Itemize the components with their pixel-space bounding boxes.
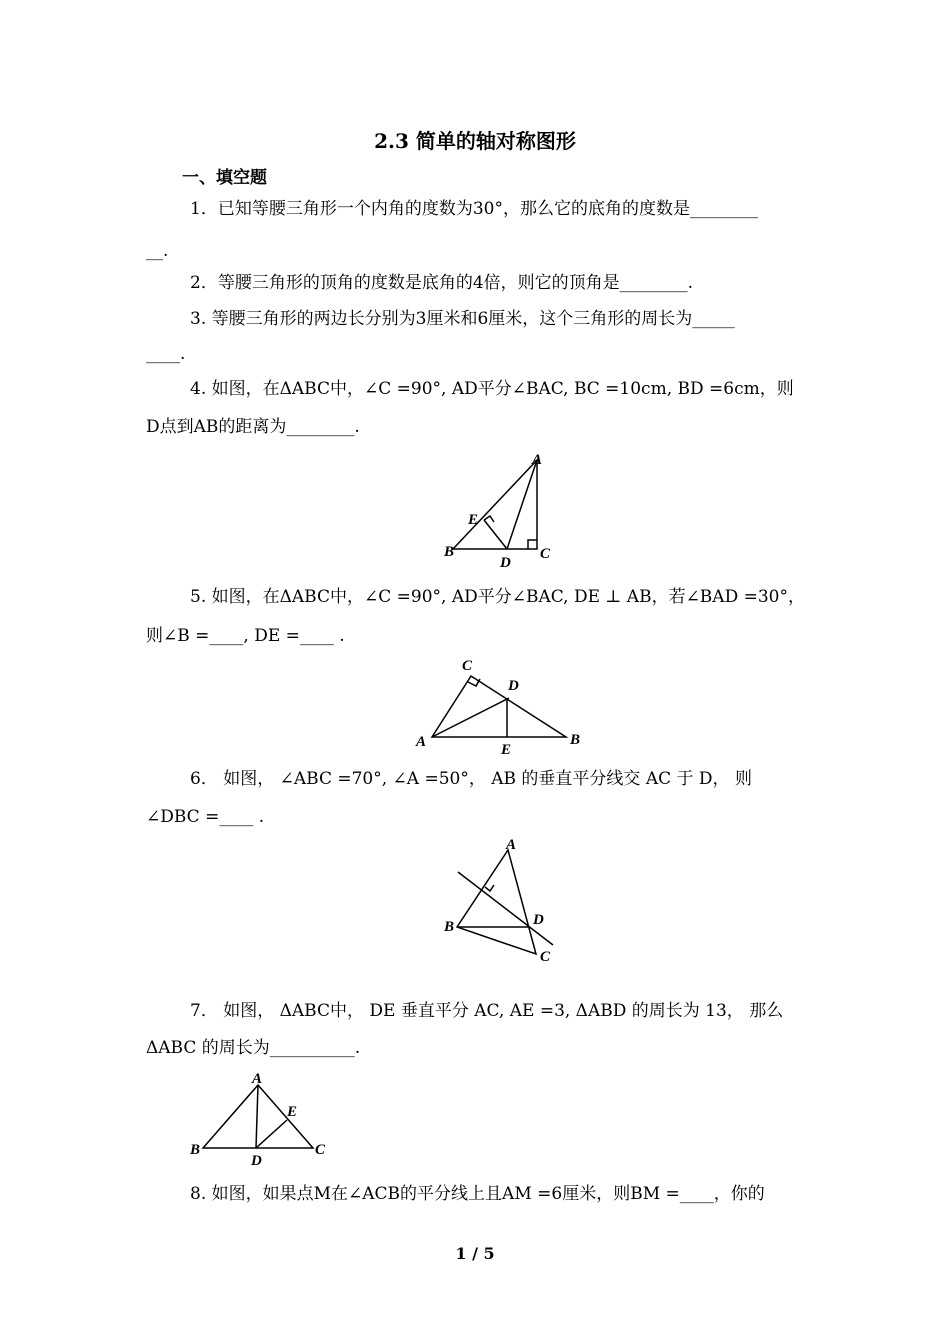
fig4-label-d: D — [500, 555, 511, 571]
question-7: 7． 如图， ΔABC中， DE 垂直平分 AC, AE =3, ΔABD 的周长为 13， 那么 — [190, 1001, 784, 1021]
fig4-label-b: B — [444, 544, 455, 560]
fig6-perpendicular-bisector — [458, 872, 553, 945]
fig4-label-a: A — [532, 452, 543, 468]
page-number: 1 / 5 — [455, 1244, 495, 1263]
question-5: 5. 如图，在ΔABC中，∠C =90°, AD平分∠BAC, DE ⊥ AB，若∠BAD =30°， — [190, 587, 805, 607]
fig4-label-e: E — [468, 512, 479, 528]
fig6-label-b: B — [444, 919, 455, 935]
fig7-segment-ad — [256, 1085, 258, 1148]
fig4-perpendicular — [484, 520, 507, 549]
fig5-label-e: E — [501, 742, 512, 758]
fig7-label-d: D — [251, 1153, 262, 1169]
question-2: 2．等腰三角形的顶角的度数是底角的4倍，则它的顶角是________. — [190, 273, 694, 293]
fig6-label-d: D — [533, 912, 544, 928]
fig4-triangle — [453, 460, 537, 549]
fig7-label-c: C — [315, 1142, 326, 1158]
fig6-label-c: C — [540, 949, 551, 965]
fig5-bisector — [432, 698, 509, 737]
fig5-triangle — [432, 676, 566, 737]
figure-q4 — [440, 450, 560, 575]
fig7-label-b: B — [190, 1142, 201, 1158]
fig5-label-c: C — [462, 658, 473, 674]
fig7-label-a: A — [252, 1071, 263, 1087]
question-3-cont: ____. — [146, 344, 186, 364]
question-7-cont: ΔABC 的周长为__________. — [146, 1038, 361, 1058]
question-6: 6． 如图， ∠ABC =70°, ∠A =50°， AB 的垂直平分线交 AC 于 D， 则 — [190, 769, 752, 789]
question-3: 3. 等腰三角形的两边长分别为3厘米和6厘米，这个三角形的周长为_____ — [190, 309, 735, 329]
question-6-cont: ∠DBC =____ . — [146, 807, 265, 827]
question-5-cont: 则∠B =____, DE =____ . — [146, 626, 345, 646]
question-4-cont: D点到AB的距离为________. — [146, 417, 360, 437]
figure-q7 — [185, 1066, 335, 1170]
fig6-label-a: A — [506, 837, 517, 853]
fig7-label-e: E — [287, 1104, 298, 1120]
figure-q6 — [440, 835, 560, 965]
question-1: 1．已知等腰三角形一个内角的度数为30°，那么它的底角的度数是________ — [190, 199, 758, 219]
fig4-bisector — [507, 460, 537, 549]
fig4-label-c: C — [540, 546, 551, 562]
fig4-right-angle-c — [528, 540, 537, 549]
fig6-right-angle — [485, 885, 494, 891]
fig5-label-d: D — [508, 678, 519, 694]
section-heading: 一、填空题 — [182, 168, 267, 188]
page-title: 2.3 简单的轴对称图形 — [374, 129, 576, 153]
figure-q5 — [410, 652, 590, 760]
fig5-label-a: A — [416, 734, 427, 750]
question-4: 4. 如图，在ΔABC中，∠C =90°, AD平分∠BAC, BC =10cm, BD =6cm，则 — [190, 379, 794, 399]
fig5-label-b: B — [570, 732, 581, 748]
question-1-cont: __. — [146, 241, 169, 261]
question-8: 8. 如图，如果点M在∠ACB的平分线上且AM =6厘米，则BM =____，你的 — [190, 1184, 765, 1204]
fig7-segment-de — [256, 1120, 287, 1148]
